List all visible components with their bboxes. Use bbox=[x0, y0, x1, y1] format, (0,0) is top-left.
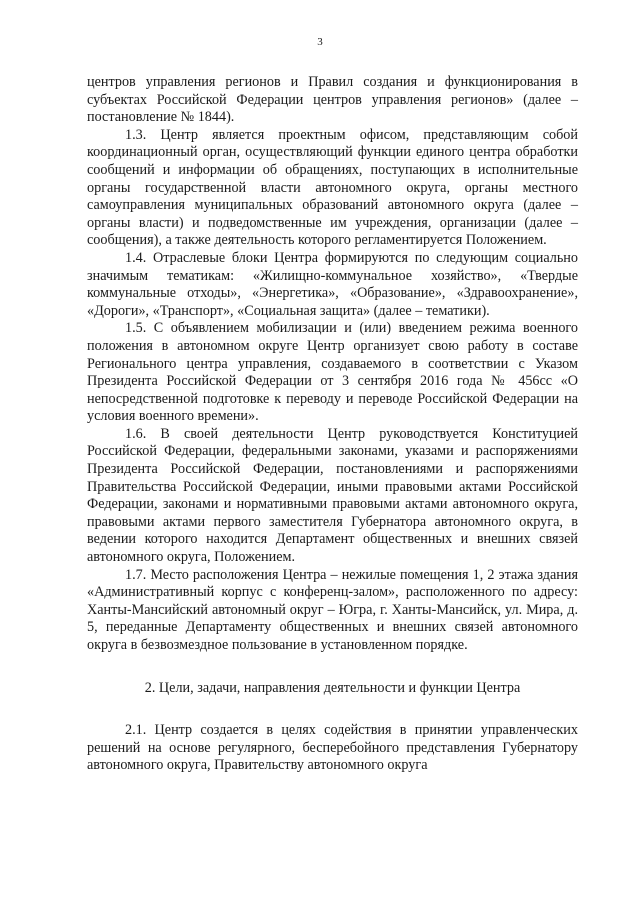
page-number: 3 bbox=[317, 36, 323, 48]
paragraph-1-3: 1.3. Центр является проектным офисом, представляющим собой координационный орган, осуществляющий функции единого центра обработки сообщений и информации об обращениях, поступающих в исполнительные органы государственной власти автономного округа, органы местного самоуправления муниципальных образований автономного округа (далее – органы власти) и подведомственные им учреждения, организации (далее – сообщения), а также деятельность которого регламентируется Положением. bbox=[87, 126, 578, 249]
paragraph-1-7: 1.7. Место расположения Центра – нежилые помещения 1, 2 этажа здания «Административный корпус с конференц-залом», расположенного по адресу: Ханты-Мансийский автономный округ – Югра, г. Ханты-Мансийск, ул. Мира, д. 5, переданные Департаменту общественных и внешних связей автономного округа в безвозмездное пользование в установленном порядке. bbox=[87, 566, 578, 653]
section-heading: 2. Цели, задачи, направления деятельности и функции Центра bbox=[144, 679, 521, 696]
document-body bbox=[87, 74, 578, 775]
paragraph-1-6: 1.6. В своей деятельности Центр руководствуется Конституцией Российской Федерации, федеральными законами, указами и распоряжениями Президента Российской Федерации, постановлениями и распоряжениями Правительства Российской Федерации, иными правовыми актами Российской Федерации, законами и нормативными правовыми актами автономного округа, правовыми актами первого заместителя Губернатора автономного округа, в ведении которого находится Департамент общественных и внешних связей автономного округа, Положением. bbox=[87, 425, 578, 566]
paragraph-2-1: 2.1. Центр создается в целях содействия в принятии управленческих решений на основе регулярного, бесперебойного представления Губернатору автономного округа, Правительству автономного округа bbox=[87, 722, 578, 774]
paragraph-1-5: 1.5. С объявлением мобилизации и (или) введением режима военного положения в автономном округе Центр организует свою работу в составе Регионального центра управления, создаваемого в соответствии с Указом Президента Российской Федерации от 3 сентября 2016 года № 456сс «О непосредственной подготовке к переводу и переводе Российской Федерации на условия военного времени». bbox=[87, 320, 578, 425]
paragraph-continuation: центров управления регионов и Правил создания и функционирования в субъектах Российской Федерации центров управления регионов» (далее – постановление № 1844). bbox=[87, 74, 578, 126]
paragraph-1-4: 1.4. Отраслевые блоки Центра формируются по следующим социально значимым тематикам: «Жилищно-коммунальное хозяйство», «Твердые коммунальные отходы», «Энергетика», «Образование», «Здравоохранение», «Дороги», «Транспорт», «Социальная защита» (далее – тематики). bbox=[87, 249, 578, 319]
